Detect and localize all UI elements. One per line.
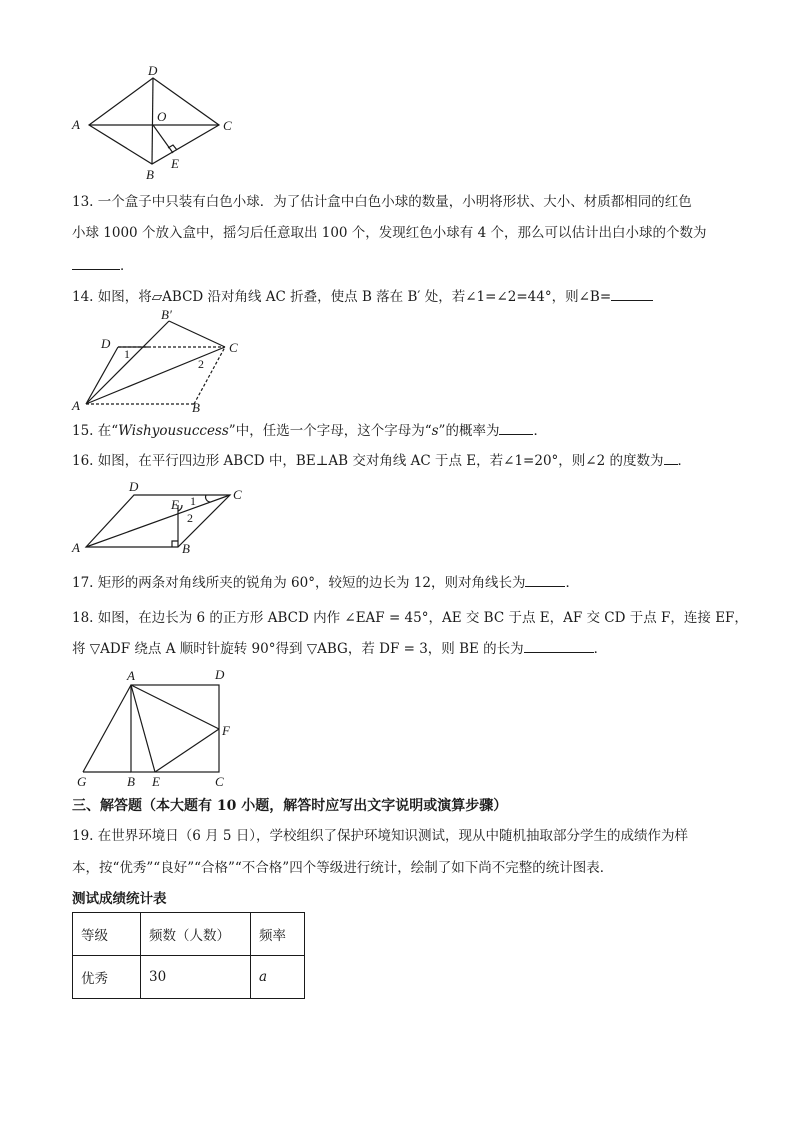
q16-end: ． [677,453,691,469]
label-angle-2: 2 [187,511,193,525]
q15-letter: s [431,423,439,439]
label-A: A [72,540,80,555]
answer-blank[interactable] [525,572,565,587]
label-D: D [129,479,139,494]
stats-table [72,912,305,999]
label-A: A [72,117,80,132]
q15-word: Wishyousuccess [118,423,229,439]
q19-line2: 本，按“优秀”“良好”“合格”“不合格”四个等级进行统计，绘制了如下尚不完整的统计图表． [72,860,614,876]
q15-pre: 15. 在“ [72,423,119,439]
label-D: D [215,667,225,682]
answer-blank[interactable] [611,286,653,301]
q18-line2 [72,638,607,659]
label-C: C [215,774,224,789]
q18-stem: 将 ▽ADF 绕点 A 顺时针旋转 90°得到 ▽ABG，若 DF = 3，则 BE 的长为 [72,641,524,657]
q13-end: ． [120,258,134,274]
label-D: D [148,64,158,78]
fold-figure [70,306,250,418]
label-angle-1: 1 [124,347,130,361]
q19-line1: 19. 在世界环境日（6 月 5 日），学校组织了保护环境知识测试，现从中随机抽取部分学生的成绩作为样 [72,828,689,844]
label-F: F [222,723,230,738]
q17-end: ． [565,575,579,591]
q14-stem: 14. 如图，将▱ABCD 沿对角线 AC 折叠，使点 B 落在 B′ 处，若∠1=∠2=44°，则∠B= [72,289,612,305]
label-O: O [157,109,167,124]
label-C: C [233,487,242,502]
table-cell: a [251,956,305,999]
rhombus-figure [70,64,240,184]
q14-text [72,286,653,307]
label-G: G [77,774,87,789]
q13-line3 [72,255,134,276]
answer-blank[interactable] [499,420,533,435]
label-C: C [223,118,232,133]
label-A: A [72,398,80,413]
q17-text [72,572,579,593]
label-E: E [171,156,179,171]
q18-line1: 18. 如图，在边长为 6 的正方形 ABCD 内作 ∠EAF = 45°，AE 交 BC 于点 E，AF 交 CD 于点 F，连接 EF， [72,610,748,626]
q13-line1: 13. 一个盒子中只装有白色小球．为了估计盒中白色小球的数量，小明将形状、大小、材质都相同的红色 [72,194,692,210]
header-cell: 频数（人数） [141,913,251,956]
label-B-prime: B′ [161,307,172,322]
square-figure [70,664,250,792]
q16-stem: 16. 如图，在平行四边形 ABCD 中，BE⊥AB 交对角线 AC 于点 E，若∠1=20°，则∠2 的度数为 [72,453,664,469]
q15-post: ”的概率为 [438,423,500,439]
section-heading: 三、解答题（本大题有 10 小题，解答时应写出文字说明或演算步骤） [72,798,508,814]
answer-blank[interactable] [524,638,594,653]
q16-text [72,450,691,471]
table-cell: 30 [141,956,251,999]
header-cell: 等级 [73,913,141,956]
answer-blank[interactable] [664,450,678,465]
label-B: B [127,774,135,789]
label-B: B [182,541,190,556]
label-A: A [127,668,135,683]
q13-line2: 小球 1000 个放入盒中，摇匀后任意取出 100 个，发现红色小球有 4 个，那么可以估计出白小球的个数为 [72,225,707,241]
label-angle-1: 1 [190,494,196,508]
label-B: B [192,400,200,415]
q15-text [72,420,547,441]
q18-end: ． [593,641,608,657]
label-E: E [152,774,160,789]
label-B: B [146,167,154,182]
label-E: E [171,497,179,512]
table-title: 测试成绩统计表 [72,891,167,907]
table-header-row [73,913,305,956]
answer-blank[interactable] [72,255,120,270]
table-row [73,956,305,999]
table-cell: 优秀 [73,956,141,999]
parallelogram-figure [70,478,250,558]
q15-mid: ”中，任选一个字母，这个字母为“ [228,423,432,439]
label-C: C [229,340,238,355]
label-D: D [101,336,111,351]
q17-stem: 17. 矩形的两条对角线所夹的锐角为 60°，较短的边长为 12，则对角线长为 [72,575,526,591]
header-cell: 频率 [251,913,305,956]
q15-end: ． [533,423,547,439]
label-angle-2: 2 [198,357,204,371]
